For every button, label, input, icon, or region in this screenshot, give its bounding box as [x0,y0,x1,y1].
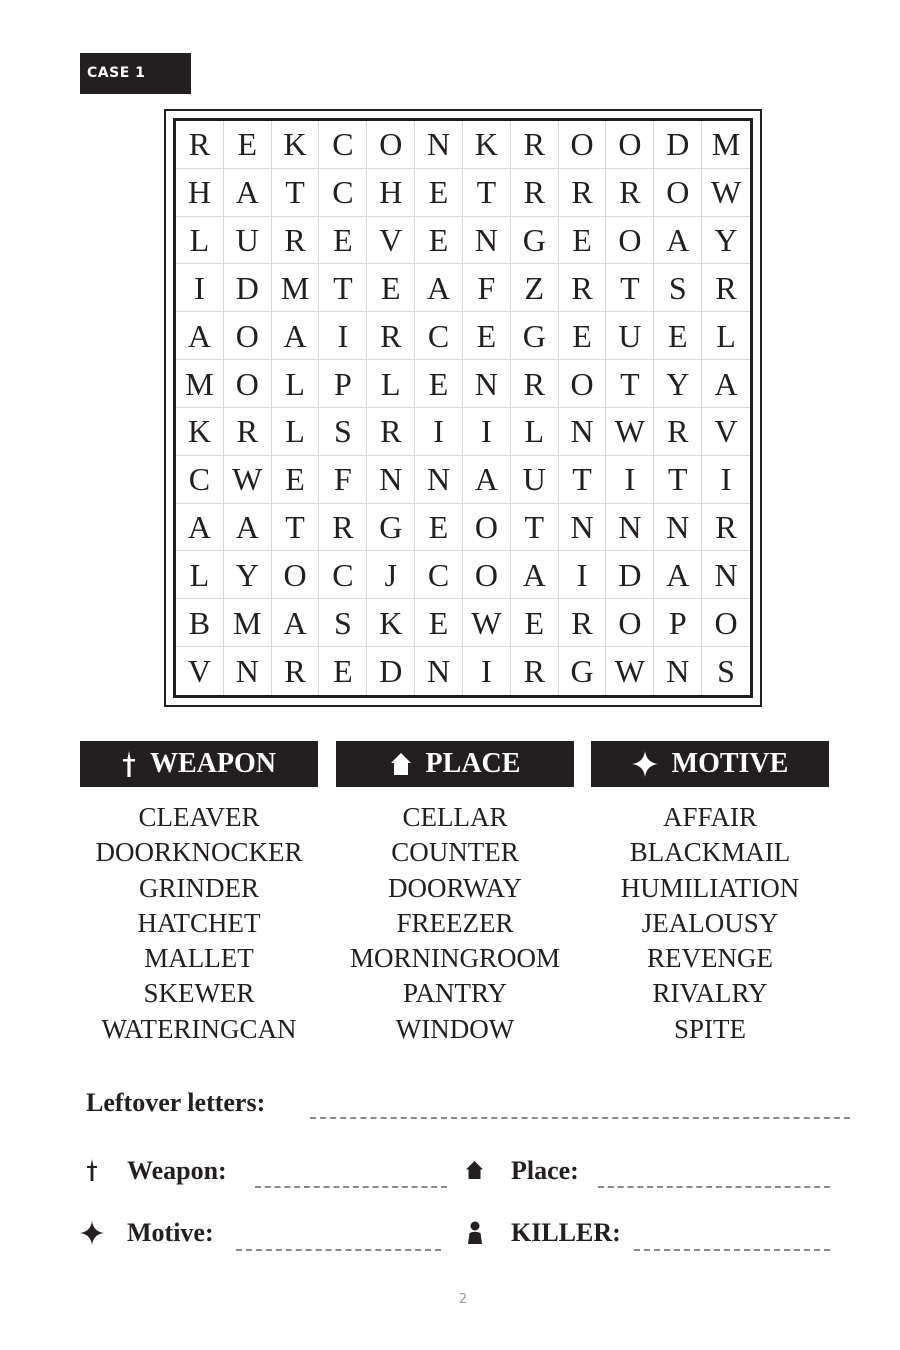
house-icon [465,1160,484,1180]
grid-cell[interactable]: R [272,217,320,265]
place-answer-field[interactable] [598,1186,830,1188]
grid-cell[interactable]: L [702,312,750,360]
grid-cell[interactable]: A [415,264,463,312]
weapon-answer-label: Weapon: [127,1156,227,1185]
grid-cell[interactable]: B [176,599,224,647]
grid-cell[interactable]: A [224,504,272,552]
grid-cell[interactable]: A [176,504,224,552]
list-item: HATCHET [137,907,261,938]
grid-cell[interactable]: T [606,360,654,408]
grid-cell[interactable]: R [654,408,702,456]
grid-cell[interactable]: A [176,312,224,360]
killer-answer-field[interactable] [634,1249,830,1251]
grid-cell[interactable]: N [415,647,463,695]
grid-cell[interactable]: C [415,551,463,599]
case-tag: CASE 1 [80,53,191,94]
grid-cell[interactable]: E [559,217,607,265]
grid-cell[interactable]: R [176,121,224,169]
grid-cell[interactable]: G [367,504,415,552]
grid-cell[interactable]: I [319,312,367,360]
list-item: DOORKNOCKER [95,837,303,868]
grid-cell[interactable]: U [606,312,654,360]
grid-cell[interactable]: V [176,647,224,695]
grid-cell[interactable]: R [559,599,607,647]
grid-cell[interactable]: U [224,217,272,265]
grid-cell[interactable]: I [463,408,511,456]
grid-cell[interactable]: K [272,121,320,169]
grid-cell[interactable]: Y [702,217,750,265]
grid-cell[interactable]: N [463,360,511,408]
grid-cell[interactable]: Y [654,360,702,408]
grid-cell[interactable]: O [654,169,702,217]
grid-cell[interactable]: N [415,456,463,504]
grid-cell[interactable]: R [702,504,750,552]
grid-cell[interactable]: O [559,360,607,408]
list-item: RIVALRY [652,978,768,1009]
list-item: PANTRY [402,978,508,1009]
grid-cell[interactable]: M [176,360,224,408]
grid-cell[interactable]: M [224,599,272,647]
grid-cell[interactable]: L [272,360,320,408]
grid-cell[interactable]: E [415,169,463,217]
grid-cell[interactable]: R [511,169,559,217]
grid-cell[interactable]: V [702,408,750,456]
list-item: HUMILIATION [620,872,800,903]
list-item: AFFAIR [662,802,758,832]
motive-answer-label: Motive: [127,1218,214,1247]
list-item: DOORWAY [387,872,523,903]
grid-cell[interactable]: N [224,647,272,695]
grid-cell[interactable]: R [511,647,559,695]
grid-cell[interactable]: D [654,121,702,169]
grid-cell[interactable]: W [702,169,750,217]
place-header-label: PLACE [425,748,521,779]
grid-cell[interactable]: O [606,217,654,265]
list-item: SPITE [673,1013,746,1044]
grid-cell[interactable]: Z [511,264,559,312]
list-item: MALLET [144,943,254,974]
grid-cell[interactable]: J [367,551,415,599]
grid-cell[interactable]: A [511,551,559,599]
grid-cell[interactable]: I [463,647,511,695]
grid-cell[interactable]: P [654,599,702,647]
leftover-letters-field[interactable] [310,1117,850,1119]
grid-cell[interactable]: T [511,504,559,552]
weapon-answer-field[interactable] [255,1186,447,1188]
list-item: COUNTER [391,837,519,868]
grid-cell[interactable]: T [463,169,511,217]
grid-cell[interactable]: O [224,360,272,408]
grid-cell[interactable]: N [415,121,463,169]
dagger-icon [86,1159,98,1181]
grid-cell[interactable]: T [319,264,367,312]
killer-answer-label: KILLER: [511,1218,621,1247]
grid-cell[interactable]: R [511,121,559,169]
grid-cell[interactable]: E [415,504,463,552]
grid-cell[interactable]: L [511,408,559,456]
grid-cell[interactable]: T [272,169,320,217]
grid-cell[interactable]: A [702,360,750,408]
grid-cell[interactable]: K [463,121,511,169]
grid-cell[interactable]: R [319,504,367,552]
grid-cell[interactable]: R [559,169,607,217]
weapon-word-list [80,800,318,1047]
grid-cell[interactable]: T [559,456,607,504]
grid-cell[interactable]: A [463,456,511,504]
grid-cell[interactable]: I [702,456,750,504]
grid-cell[interactable]: M [272,264,320,312]
word-search-grid [173,118,753,698]
grid-cell[interactable]: O [272,551,320,599]
grid-cell[interactable]: O [224,312,272,360]
grid-cell[interactable]: E [319,217,367,265]
grid-cell[interactable]: S [717,653,735,690]
list-item: FREEZER [396,907,514,938]
grid-cell[interactable]: H [367,169,415,217]
grid-cell[interactable]: M [702,121,750,169]
list-item: JEALOUSY [641,907,779,938]
weapon-header [80,741,318,787]
grid-cell[interactable]: R [367,408,415,456]
grid-cell[interactable]: O [606,599,654,647]
grid-cell[interactable]: N [559,504,607,552]
grid-cell[interactable]: E [415,360,463,408]
grid-cell[interactable]: R [559,264,607,312]
grid-cell[interactable]: E [319,647,367,695]
grid-cell[interactable]: G [511,312,559,360]
grid-cell[interactable]: T [654,456,702,504]
page-number: 2 [458,1292,468,1307]
grid-cell[interactable]: E [511,599,559,647]
place-word-list [336,800,574,1047]
grid-cell[interactable]: N [463,217,511,265]
grid-cell[interactable]: I [415,408,463,456]
grid-cell[interactable]: D [367,647,415,695]
grid-cell[interactable]: A [224,169,272,217]
grid-cell[interactable]: R [511,360,559,408]
grid-cell[interactable]: S [319,408,367,456]
person-icon [466,1221,484,1245]
star-icon [80,1221,104,1245]
grid-cell[interactable]: O [559,121,607,169]
motive-word-list [591,800,829,1047]
grid-cell[interactable]: E [654,312,702,360]
motive-header [591,741,829,787]
dagger-icon [122,751,136,777]
grid-cell[interactable]: S [319,599,367,647]
grid-cell[interactable]: O [702,599,750,647]
grid-cell[interactable]: O [463,551,511,599]
grid-cell[interactable]: O [463,504,511,552]
grid-cell[interactable]: W [463,599,511,647]
list-item: SKEWER [143,978,255,1009]
grid-cell[interactable]: R [272,647,320,695]
grid-cell[interactable]: A [654,551,702,599]
grid-cell[interactable]: D [224,264,272,312]
grid-cell[interactable]: U [511,456,559,504]
grid-cell[interactable]: N [606,504,654,552]
grid-cell[interactable]: N [702,551,750,599]
grid-cell[interactable]: R [702,264,750,312]
grid-cell[interactable]: V [367,217,415,265]
grid-cell[interactable]: K [367,599,415,647]
list-item: REVENGE [647,943,773,974]
grid-cell[interactable]: R [606,169,654,217]
motive-answer-field[interactable] [236,1249,441,1251]
grid-cell[interactable]: W [606,647,654,695]
star-icon [632,751,658,777]
grid-cell[interactable]: G [511,217,559,265]
grid-cell[interactable]: C [319,121,367,169]
grid-cell[interactable]: O [606,121,654,169]
grid-cell[interactable]: R [367,312,415,360]
grid-cell[interactable]: E [415,217,463,265]
grid-cell[interactable]: K [176,408,224,456]
grid-cell[interactable]: S [654,264,702,312]
list-item: WINDOW [395,1013,515,1044]
grid-cell[interactable]: A [654,217,702,265]
grid-cell[interactable]: C [415,312,463,360]
list-item: GRINDER [139,872,259,903]
list-item: CELLAR [402,802,508,832]
grid-cell[interactable]: L [176,551,224,599]
grid-cell[interactable]: L [272,408,320,456]
grid-cell[interactable]: N [367,456,415,504]
grid-cell[interactable]: W [606,408,654,456]
grid-cell[interactable]: O [367,121,415,169]
list-item: WATERINGCAN [101,1013,297,1044]
list-item: BLACKMAIL [629,837,791,868]
weapon-header-label: WEAPON [150,748,276,779]
grid-cell[interactable]: N [654,647,702,695]
grid-cell[interactable]: I [559,551,607,599]
grid-cell[interactable]: C [319,551,367,599]
motive-header-label: MOTIVE [671,748,789,779]
grid-cell[interactable]: E [559,312,607,360]
grid-cell[interactable]: I [176,264,224,312]
grid-cell[interactable]: N [654,504,702,552]
grid-cell[interactable]: E [367,264,415,312]
word-search-frame [164,109,762,707]
grid-cell[interactable]: L [176,217,224,265]
list-item: CLEAVER [138,802,260,832]
house-icon [390,752,412,776]
grid-cell[interactable]: W [224,456,272,504]
grid-cell[interactable]: R [224,408,272,456]
grid-cell[interactable]: I [606,456,654,504]
grid-cell[interactable]: F [319,456,367,504]
place-header [336,741,574,787]
grid-cell[interactable]: T [606,264,654,312]
list-item: MORNINGROOM [349,943,560,974]
leftover-letters-label: Leftover letters: [86,1088,266,1117]
grid-cell[interactable]: A [272,312,320,360]
grid-cell[interactable]: N [559,408,607,456]
grid-cell[interactable]: E [463,312,511,360]
grid-cell[interactable]: E [272,456,320,504]
grid-cell[interactable]: Y [224,551,272,599]
grid-cell[interactable]: E [224,121,272,169]
grid-cell[interactable]: E [415,599,463,647]
grid-cell[interactable]: L [367,360,415,408]
grid-cell[interactable]: C [176,456,224,504]
grid-cell[interactable]: G [559,647,607,695]
grid-cell[interactable]: H [176,169,224,217]
grid-cell[interactable]: F [463,264,511,312]
grid-cell[interactable]: T [272,504,320,552]
grid-cell[interactable]: D [606,551,654,599]
grid-cell[interactable]: P [319,360,367,408]
place-answer-label: Place: [511,1156,579,1185]
grid-cell[interactable]: C [319,169,367,217]
grid-cell[interactable]: A [272,599,320,647]
